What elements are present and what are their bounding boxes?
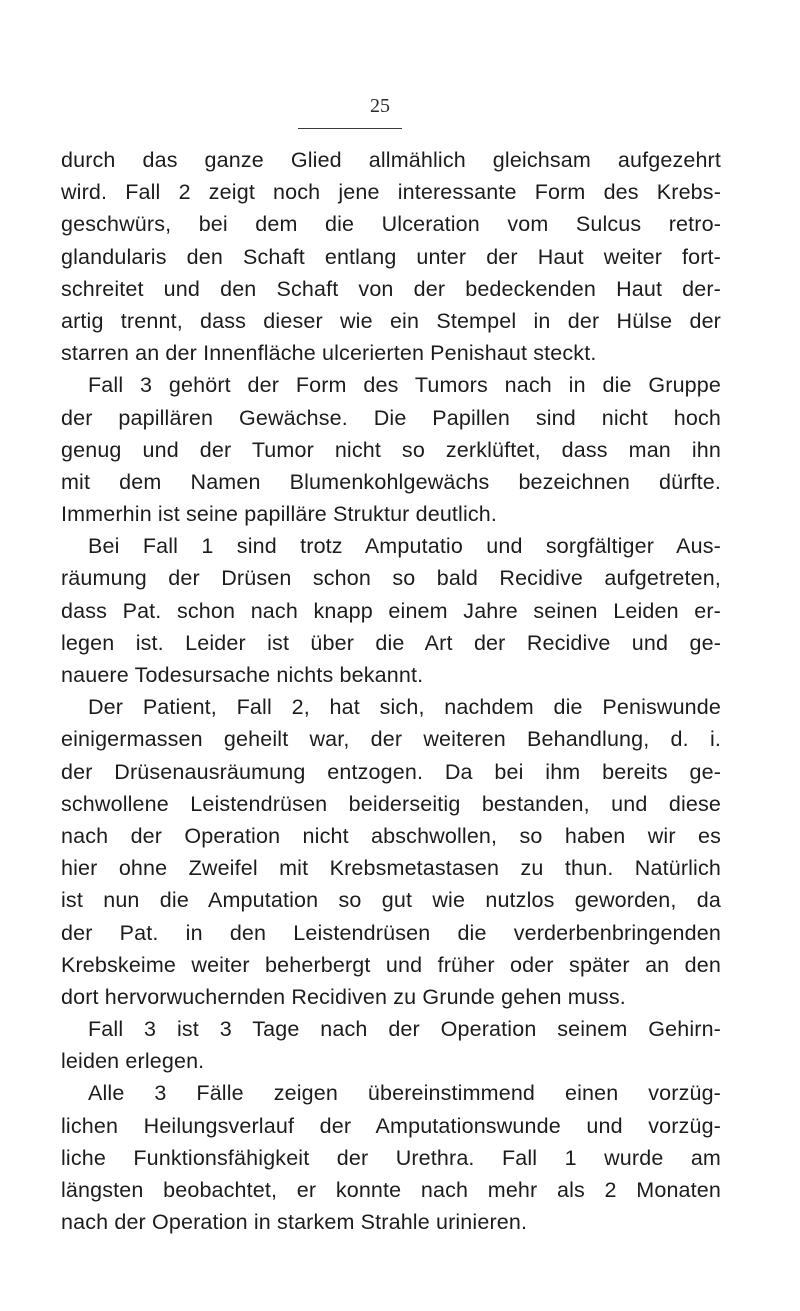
text-line: glandularis den Schaft entlang unter der Haut weiter fort- — [61, 244, 721, 269]
text-line: lichen Heilungsverlauf der Amputationswunde und vorzüg- — [61, 1113, 721, 1138]
text-line: artig trennt, dass dieser wie ein Stempel in der Hülse der — [61, 308, 721, 333]
text-line: Fall 3 gehört der Form des Tumors nach in die Gruppe — [88, 373, 721, 398]
text-line: ist nun die Amputation so gut wie nutzlos geworden, da — [61, 888, 721, 913]
text-line: dass Pat. schon nach knapp einem Jahre seinen Leiden er- — [61, 598, 721, 623]
text-line: einigermassen geheilt war, der weiteren Behandlung, d. i. — [61, 727, 721, 752]
text-line: genug und der Tumor nicht so zerklüftet, dass man ihn — [61, 437, 721, 462]
text-line: hier ohne Zweifel mit Krebsmetastasen zu thun. Natürlich — [61, 856, 721, 881]
paragraph — [61, 1013, 721, 1077]
text-line: räumung der Drüsen schon so bald Recidive aufgetreten, — [61, 566, 721, 591]
text-line: längsten beobachtet, er konnte nach mehr als 2 Monaten — [61, 1178, 721, 1202]
paragraph — [61, 1077, 721, 1238]
text-line: der papillären Gewächse. Die Papillen sind nicht hoch — [61, 405, 721, 430]
text-line: geschwürs, bei dem die Ulceration vom Sulcus retro- — [61, 212, 721, 237]
text-line: Immerhin ist seine papilläre Struktur deutlich. — [61, 502, 498, 527]
text-line: der Drüsenausräumung entzogen. Da bei ihm bereits ge- — [61, 759, 721, 784]
text-line: nauere Todesursache nichts bekannt. — [61, 663, 424, 687]
text-line: Fall 3 ist 3 Tage nach der Operation seinem Gehirn- — [88, 1017, 721, 1042]
page-number: 25 — [370, 95, 390, 117]
paragraph — [61, 691, 721, 1013]
text-line: der Pat. in den Leistendrüsen die verderbenbringenden — [61, 920, 721, 945]
text-line: Krebskeime weiter beherbergt und früher oder später an den — [61, 952, 721, 977]
text-line: Bei Fall 1 sind trotz Amputatio und sorgfältiger Aus- — [88, 534, 721, 559]
text-line: dort hervorwuchernden Recidiven zu Grunde gehen muss. — [61, 984, 626, 1009]
text-line: liche Funktionsfähigkeit der Urethra. Fall 1 wurde am — [61, 1145, 721, 1170]
text-line: Der Patient, Fall 2, hat sich, nachdem die Peniswunde — [88, 695, 721, 720]
text-line: wird. Fall 2 zeigt noch jene interessante Form des Krebs- — [61, 180, 721, 205]
text-line: nach der Operation nicht abschwollen, so haben wir es — [61, 823, 721, 848]
text-line: nach der Operation in starkem Strahle urinieren. — [61, 1210, 528, 1235]
paragraph — [61, 530, 721, 691]
text-line: durch das ganze Glied allmählich gleichsam aufgezehrt — [61, 148, 721, 172]
paragraph — [61, 369, 721, 530]
text-line: legen ist. Leider ist über die Art der Recidive und ge- — [61, 630, 721, 655]
text-line: leiden erlegen. — [61, 1049, 205, 1074]
text-line: schwollene Leistendrüsen beiderseitig bestanden, und diese — [61, 791, 721, 816]
text-line: starren an der Innenfläche ulcerierten Penishaut steckt. — [61, 341, 597, 366]
text-line: mit dem Namen Blumenkohlgewächs bezeichnen dürfte. — [61, 469, 721, 494]
text-line: schreitet und den Schaft von der bedeckenden Haut der- — [61, 276, 721, 301]
body-text — [61, 144, 721, 1238]
text-line: Alle 3 Fälle zeigen übereinstimmend einen vorzüg- — [88, 1081, 721, 1106]
paragraph — [61, 144, 721, 369]
header-rule — [298, 128, 402, 129]
